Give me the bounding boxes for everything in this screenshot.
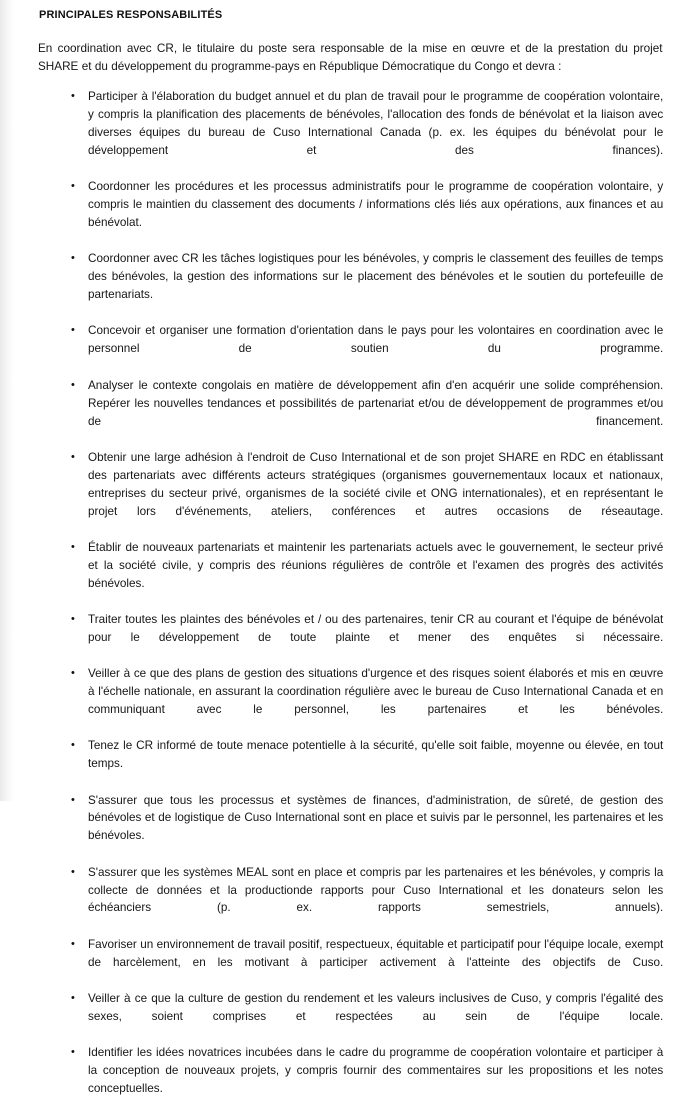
list-item <box>38 539 672 611</box>
list-item-text: Identifier les idées novatrices incubées dans le cadre du programme de coopération volontaire et participer à la conception de nouveaux projets, y compris fournir des commentaires sur les propositions et les notes conceptuelles. <box>88 1045 664 1096</box>
responsibilities-list <box>38 88 672 1116</box>
list-item <box>38 250 672 322</box>
bullet-icon: • <box>71 992 75 1004</box>
list-item <box>38 1044 672 1116</box>
list-item <box>38 737 672 791</box>
bullet-icon: • <box>71 793 75 806</box>
list-item <box>38 178 672 250</box>
list-item-text: Participer à l'élaboration du budget annuel et du plan de travail pour le programme de coopération volontaire, y compris la planification des placements de bénévoles, l'allocation des fonds de bénévolat et la liaison avec diverses équipes du bureau de Cuso International Canada (p. ex. les équipes du bénévolat pour le développement et des finances). <box>88 89 664 157</box>
list-item-text: Veiller à ce que la culture de gestion du rendement et les valeurs inclusives de Cuso, y compris l'égalité des sexes, soient comprises et respectées au sein de l'équipe locale. <box>88 991 664 1023</box>
bullet-icon: • <box>71 378 75 391</box>
bullet-icon: • <box>71 324 75 337</box>
bullet-icon: • <box>71 540 75 553</box>
list-item-text: Veiller à ce que des plans de gestion des situations d'urgence et des risques soient élaborés et mis en œuvre à l'échelle nationale, en assurant la coordination régulière avec le bureau de Cuso International Canada et en communiquant avec le personnel, les partenaires et les bénévoles. <box>88 666 664 716</box>
list-item <box>38 449 672 539</box>
list-item-text: Coordonner les procédures et les processus administratifs pour le programme de coopération volontaire, y compris le maintien du classement des documents / informations clés liés aux opérations, aux finances et au bénévolat. <box>88 179 664 230</box>
list-item <box>38 377 672 449</box>
list-item <box>38 665 672 737</box>
list-item-text: S'assurer que les systèmes MEAL sont en place et compris par les partenaires et les bénévoles, y compris la collecte de données et la productionde rapports pour Cuso International et les donateurs selon les échéanciers (p. ex. rapports semestriels, annuels). <box>88 864 664 915</box>
list-item-text: Favoriser un environnement de travail positif, respectueux, équitable et participatif pour l'équipe locale, exempt de harcèlement, en les motivant à participer activement à l'atteinte des objectifs de Cuso. <box>88 936 664 969</box>
list-item-text: Coordonner avec CR les tâches logistiques pour les bénévoles, y compris le classement des feuilles de temps des bénévoles, la gestion des informations sur le placement des bénévoles et le soutien du portefeuille de partenariats. <box>88 251 664 302</box>
list-item <box>38 990 672 1044</box>
list-item <box>38 864 672 936</box>
list-item-text: Analyser le contexte congolais en matière de développement afin d'en acquérir une solide compréhension. Repérer les nouvelles tendances et possibilités de partenariat et/ou de développement de programmes et/ou de financement. <box>88 377 664 428</box>
list-item-text: S'assurer que tous les processus et systèmes de finances, d'administration, de sûreté, de gestion des bénévoles et de logistique de Cuso International sont en place et suivis par le personnel, les partenaires et les bénévoles. <box>88 792 664 843</box>
list-item <box>38 88 672 178</box>
bullet-icon: • <box>71 739 75 752</box>
bullet-icon: • <box>71 1046 75 1059</box>
bullet-icon: • <box>71 667 75 680</box>
intro-paragraph: En coordination avec CR, le titulaire du poste sera responsable de la mise en œuvre et de la prestation du projet SHARE et du développement du programme-pays en République Démocratique du Congo et devra : <box>38 41 663 74</box>
list-item-text: Traiter toutes les plaintes des bénévoles et / ou des partenaires, tenir CR au courant et l'équipe de bénévolat pour le développement de toute plainte et mener des enquêtes si nécessaire. <box>88 611 664 644</box>
bullet-icon: • <box>71 612 75 625</box>
list-item <box>38 792 672 864</box>
bullet-icon: • <box>71 180 75 193</box>
list-item-text: Établir de nouveaux partenariats et maintenir les partenariats actuels avec le gouvernement, le secteur privé et la société civile, y compris des réunions régulières de contrôle et l'examen des progrès des activités bénévoles. <box>88 539 664 590</box>
list-item-text: Concevoir et organiser une formation d'orientation dans le pays pour les volontaires en coordination avec le personnel de soutien du programme. <box>88 323 664 356</box>
page-title: PRINCIPALES RESPONSABILITÉS <box>39 9 223 21</box>
bullet-icon: • <box>71 90 75 103</box>
list-item <box>38 322 672 376</box>
bullet-icon: • <box>71 865 75 878</box>
bullet-icon: • <box>71 450 75 463</box>
list-item-text: Obtenir une large adhésion à l'endroit de Cuso International et de son projet SHARE en RDC en établissant des partenariats avec différents acteurs stratégiques (organismes gouvernementaux locaux et nationaux, entreprises du secteur privé, organismes de la société civile et ONG internationales), et en représentant le projet lors d'événements, ateliers, conférences et autres occasions de réseautage. <box>88 449 664 518</box>
list-item <box>38 936 672 990</box>
list-item <box>38 611 672 665</box>
bullet-icon: • <box>71 937 75 950</box>
list-item-text: Tenez le CR informé de toute menace potentielle à la sécurité, qu'elle soit faible, moyenne ou élevée, en tout temps. <box>88 738 664 771</box>
bullet-icon: • <box>71 252 75 265</box>
